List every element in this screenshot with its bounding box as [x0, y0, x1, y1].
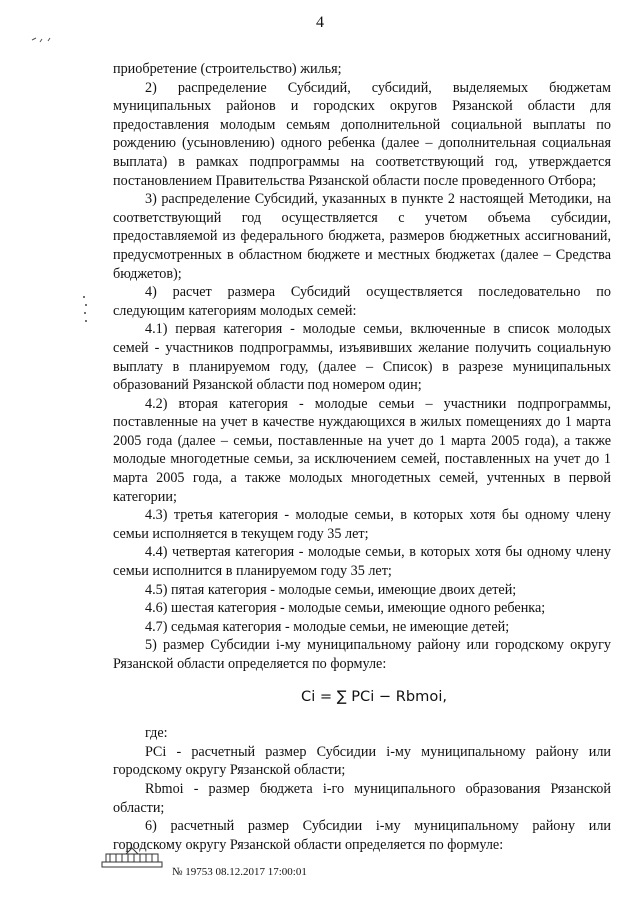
paragraph-item-4-7: 4.7) седьмая категория - молодые семьи, не имеющие детей; — [145, 618, 510, 635]
paragraph-item-2: 2) распределение Субсидий, субсидий, выделяемых бюджетам муниципальных районов и городских округов Рязанской области для предоставления молодым семьям дополнительной социальной выплаты по рождению (усыновлению) одного ребенка (далее – дополнительная социальная выплата) в рамках подпрограммы на соответствующий год, утверждается постановлением Правительства Рязанской области после проведенного Отбора; — [113, 79, 611, 189]
paragraph-continuation: приобретение (строительство) жилья; — [113, 61, 342, 77]
registry-stamp-logo — [100, 846, 164, 870]
paragraph-item-5: 5) размер Субсидии i-му муниципальному району или городскому округу Рязанской области определяется по формуле: — [113, 637, 611, 672]
paragraph-item-4-5: 4.5) пятая категория - молодые семьи, имеющие двоих детей; — [145, 581, 517, 598]
paragraph-item-6: 6) расчетный размер Субсидии i-му муниципальному району или городскому округу Рязанской области определяется по формуле: — [113, 818, 611, 853]
document-body — [113, 60, 611, 854]
paragraph-item-3: 3) распределение Субсидий, указанных в пункте 2 настоящей Методики, на соответствующий год осуществляется с учетом объема субсидии, предоставляемой из федерального бюджета, размеров бюджетных ассигнований, предусмотренных в областном бюджете и местных бюджетах (далее – Средства бюджетов); — [113, 191, 611, 282]
where-label: где: — [145, 725, 168, 742]
definition-rbmoi: Rbmoi - размер бюджета i-го муниципального образования Рязанской области; — [113, 780, 611, 816]
paragraph-item-4-6: 4.6) шестая категория - молодые семьи, имеющие одного ребенка; — [145, 600, 546, 617]
paragraph-item-4-3: 4.3) третья категория - молодые семьи, в которых хотя бы одному члену семьи исполняется в текущем году 35 лет; — [113, 507, 611, 542]
definition-pci: PCi - расчетный размер Субсидии i-му муниципальному району или городскому округу Рязанской области; — [113, 743, 611, 779]
paragraph-item-4-1: 4.1) первая категория - молодые семьи, включенные в список молодых семей - участников подпрограммы, изъявивших желание получить социальную выплату в планируемом году, (далее – Список) в разрезе муниципальных образований Рязанской области под номером один; — [113, 321, 611, 394]
paragraph-item-4-4: 4.4) четвертая категория - молодые семьи, в которых хотя бы одному члену семьи исполнится в планируемом году 35 лет; — [113, 544, 611, 580]
registry-stamp-text: № 19753 08.12.2017 17:00:01 — [172, 866, 307, 878]
formula: Ci = ∑ PCi − Rbmoi, — [301, 687, 448, 705]
page-number: 4 — [316, 14, 324, 31]
paragraph-item-4: 4) расчет размера Субсидий осуществляется последовательно по следующим категориям молодых семей: — [113, 284, 611, 319]
margin-dots-mark — [80, 293, 92, 329]
paragraph-item-4-2: 4.2) вторая категория - молодые семьи – участники подпрограммы, поставленные на учет в качестве нуждающихся в жилых помещениях до 1 марта 2005 года (далее – семьи, поставленные на учет до 1 марта 2005 года), а также молодые многодетные семьи, за исключением семей, поставленных на учет до 1 марта 2005 года, а также молодых многодетных семей, учтенных в первой категории; — [113, 395, 611, 505]
scan-artifact-mark — [30, 30, 70, 46]
